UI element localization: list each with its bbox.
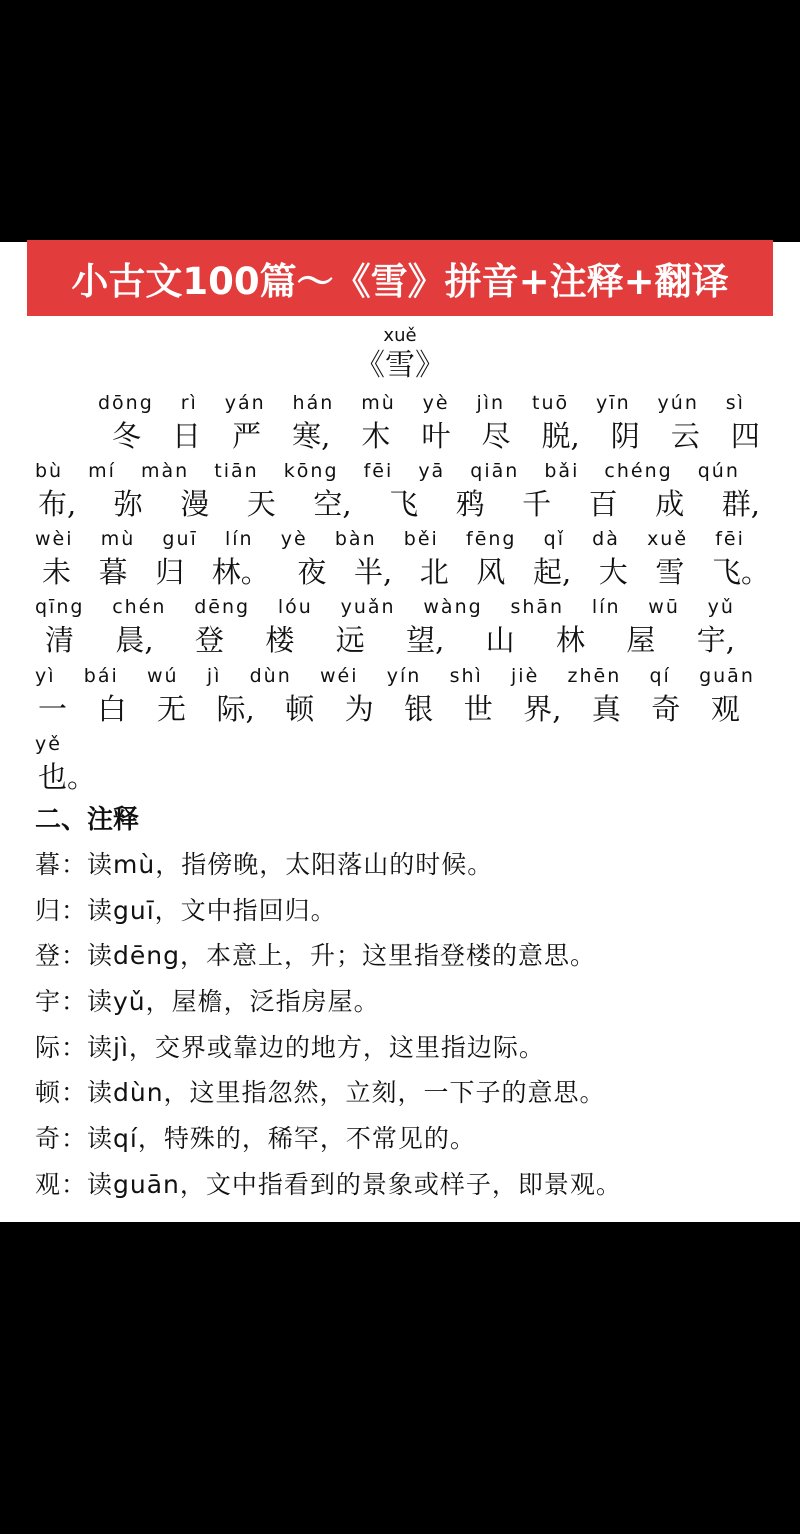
pinyin-token: qǐ	[543, 528, 565, 550]
pinyin-token: guī	[162, 528, 198, 550]
pinyin-token: shān	[510, 596, 565, 618]
pinyin-token: wú	[146, 665, 179, 687]
hanzi-token: 顿	[285, 692, 315, 726]
hanzi-token: 四	[730, 419, 760, 453]
pinyin-token: fēi	[363, 460, 394, 482]
poem-pinyin-line	[35, 528, 745, 550]
pinyin-token: dōng	[98, 392, 154, 414]
pinyin-token: wèi	[35, 528, 74, 550]
pinyin-token: màn	[141, 460, 190, 482]
pinyin-token: dùn	[249, 665, 292, 687]
poem-title: 《雪》	[355, 348, 445, 383]
pinyin-token: bái	[83, 665, 119, 687]
hanzi-token: 鸦	[455, 487, 485, 521]
pinyin-token: yā	[418, 460, 446, 482]
hanzi-token: 一	[38, 692, 68, 726]
poem-pinyin-line	[98, 392, 745, 414]
poem-pinyin-line	[35, 460, 740, 482]
hanzi-token: 楼	[265, 623, 295, 657]
pinyin-token: mí	[88, 460, 116, 482]
hanzi-token: 银	[404, 692, 434, 726]
pinyin-token: jiè	[511, 665, 540, 687]
hanzi-token: 冬	[112, 419, 142, 453]
pinyin-token: wū	[648, 596, 680, 618]
hanzi-token: 登	[194, 623, 224, 657]
notes-heading: 二、注释	[35, 805, 140, 835]
hanzi-token: 世	[463, 692, 493, 726]
pinyin-token: fēng	[466, 528, 517, 550]
hanzi-token: 界,	[523, 692, 562, 726]
hanzi-token: 为	[344, 692, 374, 726]
hanzi-token: 山	[485, 623, 515, 657]
pinyin-token: dà	[592, 528, 620, 550]
pinyin-token: yè	[422, 392, 450, 414]
hanzi-token: 大	[598, 555, 628, 589]
pinyin-token: sì	[725, 392, 745, 414]
hanzi-token: 漫	[180, 487, 210, 521]
note-item: 奇：读qí，特殊的，稀罕，不常见的。	[35, 1124, 476, 1154]
hanzi-token: 林。	[211, 555, 270, 589]
poem-hanzi-line	[42, 550, 770, 591]
pinyin-token: qiān	[470, 460, 520, 482]
poem-hanzi-line	[112, 414, 760, 455]
pinyin-token: qīng	[35, 596, 85, 618]
pinyin-token: xuě	[647, 528, 689, 550]
hanzi-token: 真	[591, 692, 621, 726]
hanzi-token: 白	[97, 692, 127, 726]
poem-pinyin-line	[35, 596, 735, 618]
pinyin-token: bàn	[334, 528, 377, 550]
hanzi-token: 成	[655, 487, 685, 521]
hanzi-token: 云	[670, 419, 700, 453]
note-item: 暮：读mù，指傍晚，太阳落山的时候。	[35, 850, 494, 879]
pinyin-token: chéng	[604, 460, 673, 482]
pinyin-token: yě	[35, 733, 62, 755]
hanzi-token: 布,	[38, 487, 77, 521]
poem-pinyin-line	[35, 733, 62, 755]
hanzi-token: 寒,	[292, 419, 331, 453]
hanzi-token: 暮	[98, 555, 128, 589]
title-pinyin: xuě	[383, 325, 417, 346]
pinyin-token: bù	[35, 460, 64, 482]
hanzi-token: 宇,	[696, 623, 735, 657]
pinyin-token: zhēn	[567, 665, 622, 687]
pinyin-token: lín	[591, 596, 621, 618]
hanzi-token: 也。	[38, 760, 97, 794]
note-item: 宇：读yǔ，屋檐，泛指房屋。	[35, 987, 380, 1017]
pinyin-token: yǔ	[707, 596, 735, 618]
note-item: 登：读dēng，本意上，升；这里指登楼的意思。	[35, 941, 596, 971]
pinyin-token: tuō	[532, 392, 570, 414]
pinyin-token: shì	[449, 665, 483, 687]
pinyin-token: dēng	[194, 596, 251, 618]
pinyin-token: yīn	[596, 392, 631, 414]
hanzi-token: 归	[155, 555, 185, 589]
pinyin-token: yuǎn	[340, 596, 396, 618]
pinyin-token: qún	[697, 460, 740, 482]
hanzi-token: 夜	[297, 555, 327, 589]
pinyin-token: běi	[403, 528, 439, 550]
pinyin-token: fēi	[715, 528, 745, 550]
pinyin-token: bǎi	[544, 460, 580, 482]
pinyin-token: tiān	[214, 460, 259, 482]
pinyin-token: chén	[112, 596, 167, 618]
hanzi-token: 飞	[389, 487, 419, 521]
hanzi-token: 林	[556, 623, 586, 657]
pinyin-token: yè	[280, 528, 308, 550]
hanzi-token: 空,	[313, 487, 352, 521]
pinyin-token: rì	[180, 392, 198, 414]
notes-section	[35, 798, 775, 1208]
hanzi-token: 雪	[655, 555, 685, 589]
note-item: 观：读guān，文中指看到的景象或样子，即景观。	[35, 1169, 622, 1199]
title-banner: 小古文100篇～《雪》拼音+注释+翻译	[27, 240, 773, 316]
hanzi-token: 飞。	[711, 555, 770, 589]
hanzi-token: 木	[361, 419, 391, 453]
pinyin-token: hán	[292, 392, 335, 414]
pinyin-token: yún	[657, 392, 699, 414]
hanzi-token: 奇	[651, 692, 681, 726]
hanzi-token: 日	[172, 419, 202, 453]
pinyin-token: mù	[361, 392, 396, 414]
poem-pinyin-line	[35, 665, 755, 687]
note-item: 际：读jì，交界或靠边的地方，这里指边际。	[35, 1032, 545, 1062]
hanzi-token: 脱,	[541, 419, 580, 453]
pinyin-token: qí	[649, 665, 671, 687]
poem-hanzi-line	[38, 482, 760, 523]
hanzi-token: 未	[42, 555, 72, 589]
pinyin-token: lín	[224, 528, 254, 550]
pinyin-token: jì	[206, 665, 222, 687]
pinyin-token: yín	[386, 665, 422, 687]
hanzi-token: 北	[419, 555, 449, 589]
hanzi-token: 百	[588, 487, 618, 521]
pinyin-token: mù	[100, 528, 136, 550]
hanzi-token: 天	[246, 487, 276, 521]
hanzi-token: 无	[157, 692, 187, 726]
poem-hanzi-line	[38, 687, 740, 728]
pinyin-token: jìn	[476, 392, 506, 414]
hanzi-token: 远	[335, 623, 365, 657]
hanzi-token: 尽	[481, 419, 511, 453]
hanzi-token: 望,	[406, 623, 445, 657]
pinyin-token: guān	[699, 665, 755, 687]
note-item: 归：读guī，文中指回归。	[35, 895, 337, 925]
hanzi-token: 阴	[610, 419, 640, 453]
hanzi-token: 半,	[353, 555, 393, 589]
hanzi-token: 千	[522, 487, 552, 521]
hanzi-token: 起,	[532, 555, 572, 589]
pinyin-token: lóu	[277, 596, 313, 618]
hanzi-token: 叶	[421, 419, 451, 453]
hanzi-token: 屋	[626, 623, 656, 657]
hanzi-token: 晨,	[115, 623, 154, 657]
hanzi-token: 群,	[721, 487, 760, 521]
hanzi-token: 严	[232, 419, 262, 453]
poem-hanzi-line	[38, 755, 96, 796]
note-item: 顿：读dùn，这里指忽然，立刻，一下子的意思。	[35, 1078, 606, 1108]
pinyin-token: wéi	[320, 665, 359, 687]
pinyin-token: yì	[35, 665, 56, 687]
hanzi-token: 观	[710, 692, 740, 726]
poem-hanzi-line	[45, 618, 735, 659]
pinyin-token: kōng	[283, 460, 339, 482]
hanzi-token: 风	[476, 555, 506, 589]
hanzi-token: 弥	[113, 487, 143, 521]
hanzi-token: 际,	[216, 692, 255, 726]
pinyin-token: wàng	[423, 596, 483, 618]
hanzi-token: 清	[45, 623, 75, 657]
pinyin-token: yán	[224, 392, 266, 414]
